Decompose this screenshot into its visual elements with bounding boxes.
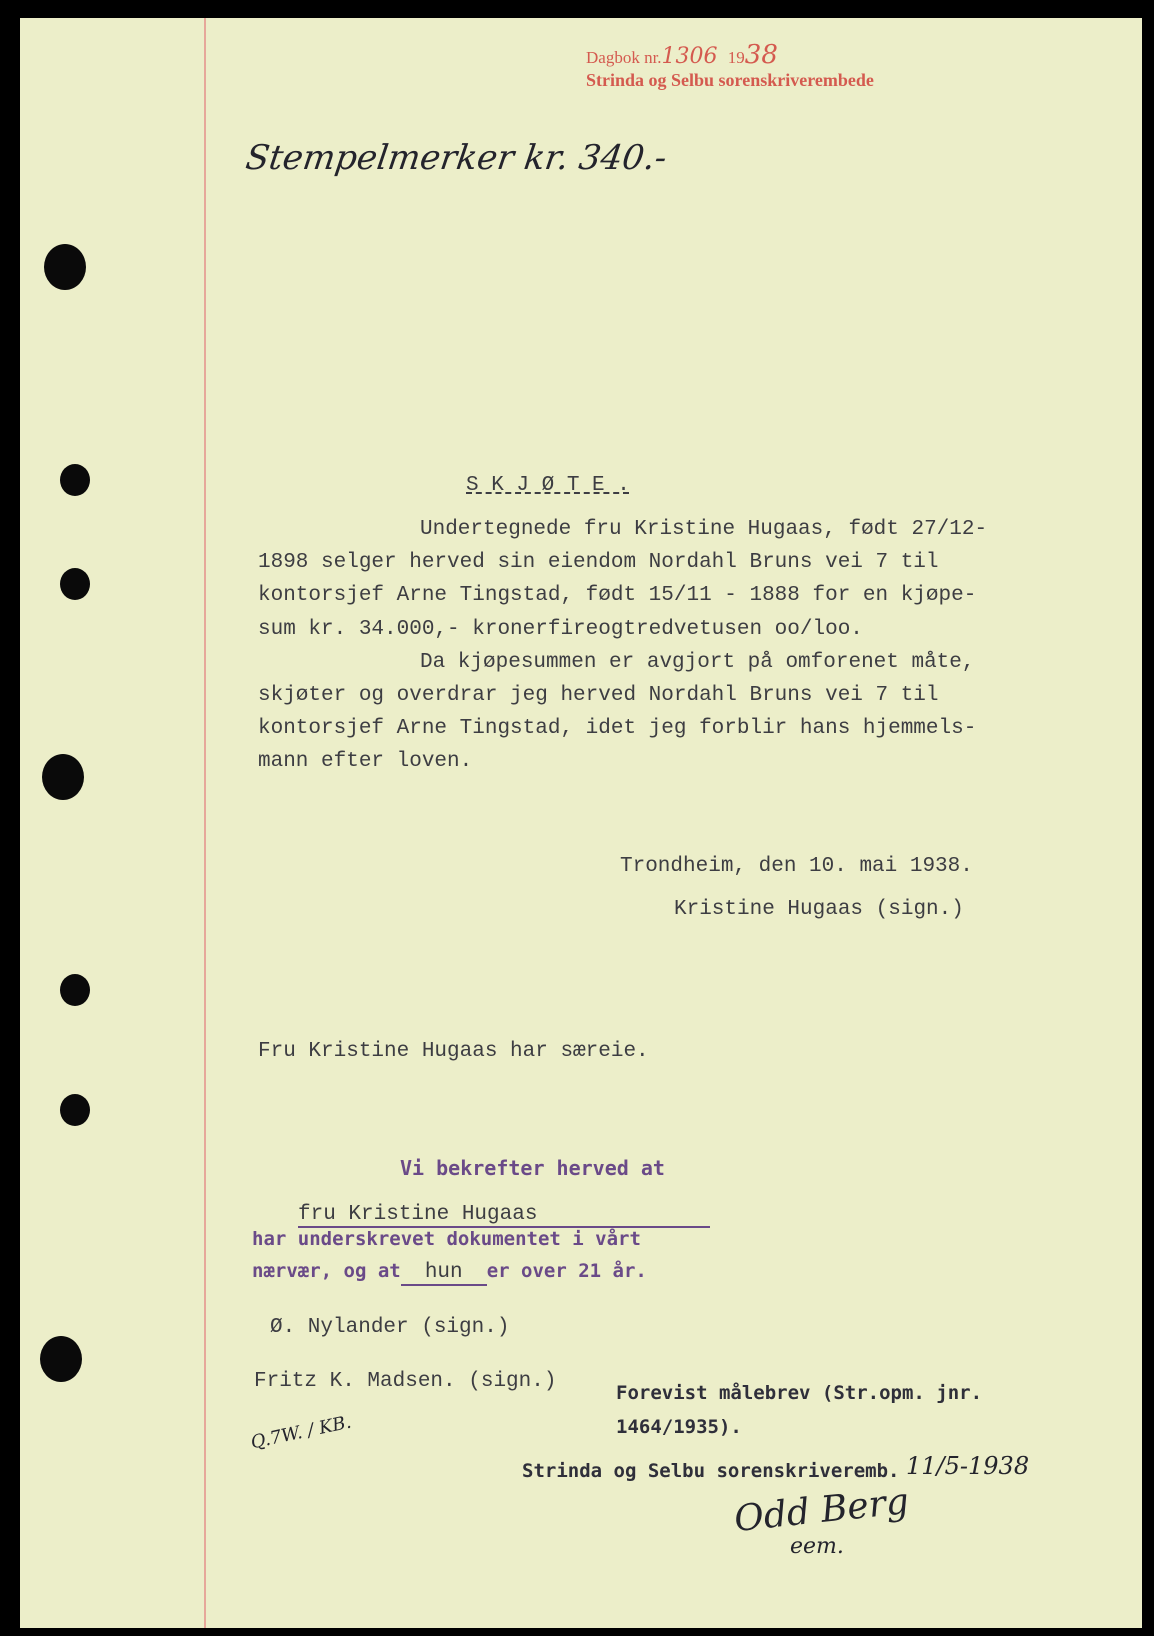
dagbok-year-suffix: 38: [744, 40, 778, 70]
seller-signature: Kristine Hugaas (sign.): [674, 898, 964, 921]
dagbok-stamp: [586, 40, 778, 70]
dagbok-label: Dagbok nr.: [586, 48, 662, 67]
dagbok-year-prefix: 19: [727, 48, 745, 67]
punch-hole-3: [60, 568, 90, 600]
witness-2: Fritz K. Madsen. (sign.): [254, 1370, 557, 1393]
document-page: [20, 18, 1142, 1628]
deed-line-4: sum kr. 34.000,- kronerfireogtredvetusen oo/loo.: [258, 618, 863, 641]
deed-line-1: Undertegnede fru Kristine Hugaas, født 27/12-: [420, 518, 988, 541]
punch-hole-7: [40, 1336, 82, 1382]
deed-line-6: skjøter og overdrar jeg herved Nordahl Bruns vei 7 til: [258, 684, 939, 707]
witness-stamp-line2: har underskrevet dokumentet i vårt: [252, 1228, 641, 1250]
punch-hole-1: [44, 244, 86, 290]
stamp-duty-note: Stempelmerker kr. 340.-: [243, 138, 670, 178]
dagbok-number: 1306: [661, 44, 718, 69]
registration-date: 11/5-1938: [906, 1452, 1030, 1480]
deed-title: S K J Ø T E .: [466, 474, 630, 497]
witness-stamp-line3: [252, 1260, 647, 1286]
office-stamp: Strinda og Selbu sorenskriverembede: [586, 70, 874, 90]
measurement-note-line2: 1464/1935).: [616, 1416, 742, 1438]
registration-office: Strinda og Selbu sorenskriveremb.: [522, 1460, 900, 1482]
deed-line-8: mann efter loven.: [258, 750, 473, 773]
punch-hole-6: [60, 1094, 90, 1126]
clerk-title: eem.: [790, 1534, 844, 1559]
witness-stamp-name: fru Kristine Hugaas: [298, 1204, 710, 1228]
witness-stamp-heading: Vi bekrefter herved at: [400, 1156, 665, 1180]
witness-1: Ø. Nylander (sign.): [270, 1316, 510, 1339]
deed-line-2: 1898 selger herved sin eiendom Nordahl Bruns vei 7 til: [258, 551, 939, 574]
initials: Q.7W. / KB.: [248, 1411, 354, 1454]
punch-hole-5: [60, 974, 90, 1006]
punch-hole-2: [60, 464, 90, 496]
measurement-note-line1: Forevist målebrev (Str.opm. jnr.: [616, 1382, 983, 1404]
deed-line-5: Da kjøpesummen er avgjort på omforenet måte,: [420, 651, 975, 674]
deed-line-7: kontorsjef Arne Tingstad, idet jeg forblir hans hjemmels-: [258, 717, 977, 740]
witness-stamp-line3-prefix: nærvær, og at: [252, 1260, 401, 1282]
punch-hole-4: [42, 754, 84, 800]
place-date: Trondheim, den 10. mai 1938.: [620, 855, 973, 878]
clerk-signature: Odd Berg: [732, 1480, 911, 1541]
deed-line-3: kontorsjef Arne Tingstad, født 15/11 - 1888 for en kjøpe-: [258, 584, 977, 607]
witness-stamp-line3-suffix: er over 21 år.: [486, 1260, 647, 1282]
witness-stamp-pronoun: hun: [401, 1261, 487, 1286]
red-margin-line: [204, 18, 206, 1628]
separate-property-note: Fru Kristine Hugaas har særeie.: [258, 1040, 649, 1063]
